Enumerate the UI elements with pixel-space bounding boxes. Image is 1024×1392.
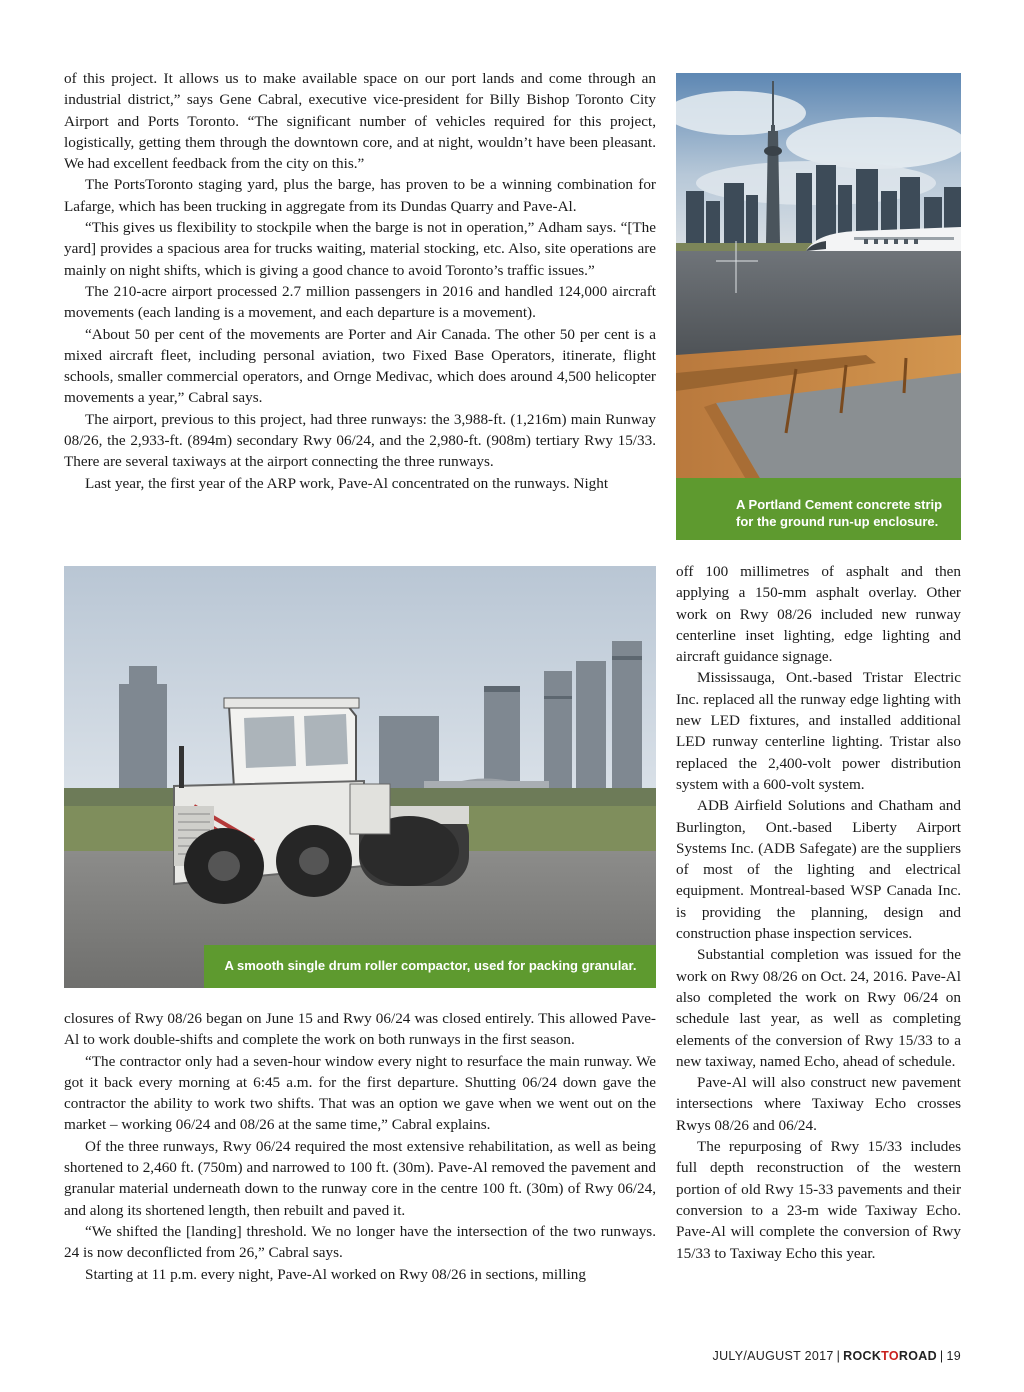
- photo-roller-compactor: [64, 566, 656, 988]
- photo-roller-compactor-art: [64, 566, 656, 988]
- logo-road: ROAD: [898, 1349, 937, 1363]
- body-paragraph: of this project. It allows us to make available space on our port lands and come through an industrial district,” says Gene Cabral, executive vice-president for Billy Bishop Toronto City Airport and Ports Toronto. “The significant number of vehicles required for this project, logistically, getting them through the downtown core, and at night, wouldn’t have been pleasant. We had excellent feedback from the city on this.”: [64, 70, 656, 173]
- logo-to: TO: [881, 1349, 899, 1363]
- body-paragraph: Last year, the first year of the ARP work, Pave-Al concentrated on the runways. Night: [85, 474, 609, 492]
- body-paragraph: “We shifted the [landing] threshold. We no longer have the intersection of the two runways. 24 is now deconflicted from 26,” Cabral says.: [64, 1222, 656, 1262]
- body-paragraph: Of the three runways, Rwy 06/24 required the most extensive rehabilitation, as well as being shortened to 2,460 ft. (750m) and narrowed to 100 ft. (30m). Pave-Al removed the pavement and granular material underneath down to the runway core in the centre 100 ft. (30m) of Rwy 06/24, and along its shortened length, then rebuilt and paved it.: [64, 1137, 656, 1219]
- body-paragraph: Starting at 11 p.m. every night, Pave-Al worked on Rwy 08/26 in sections, milling: [85, 1265, 586, 1283]
- body-paragraph: Pave-Al will also construct new pavement intersections where Taxiway Echo crosses Rwys 08/26 and 06/24.: [676, 1074, 961, 1134]
- photo-caption-concrete-strip: A Portland Cement concrete strip for the ground run-up enclosure.: [676, 490, 961, 540]
- article-column-right: [676, 561, 961, 1264]
- body-paragraph: ADB Airfield Solutions and Chatham and Burlington, Ont.-based Liberty Airport Systems Inc. (ADB Safegate) are the suppliers of most of the lighting and electrical equipment. Montreal-based WSP Canada Inc. is providing the planning, design and construction phase inspection services.: [676, 797, 961, 943]
- magazine-logo: [843, 1349, 937, 1363]
- body-paragraph: The 210-acre airport processed 2.7 million passengers in 2016 and handled 124,000 aircraft movements (each landing is a movement, and each departure is a movement).: [64, 282, 656, 322]
- body-paragraph: closures of Rwy 08/26 began on June 15 and Rwy 06/24 was closed entirely. This allowed Pave-Al to work double-shifts and complete the work on both runways in the first season.: [64, 1010, 656, 1049]
- footer-divider: |: [939, 1349, 944, 1363]
- body-paragraph: The repurposing of Rwy 15/33 includes full depth reconstruction of the western portion of old Rwy 15-33 pavements and their conversion to a 23-m wide Taxiway Echo. Pave-Al will complete the conversion of Rwy 15/33 to Taxiway Echo this year.: [676, 1138, 961, 1262]
- logo-rock: ROCK: [843, 1349, 882, 1363]
- article-column-bottom: [64, 1008, 656, 1285]
- body-paragraph: Mississauga, Ont.-based Tristar Electric Inc. replaced all the runway edge lighting with new LED fixtures, and installed additional LED runway centerline lighting. Tristar also replaced the 2,400-volt power distribution system with a 600-volt system.: [676, 669, 961, 793]
- body-paragraph: The PortsToronto staging yard, plus the barge, has proven to be a winning combination for Lafarge, which has been trucking in aggregate from its Dundas Quarry and Pave-Al.: [64, 176, 656, 215]
- body-paragraph: off 100 millimetres of asphalt and then applying a 150-mm asphalt overlay. Other work on Rwy 08/26 included new runway centerline inset lighting, edge lighting and aircraft guidance signage.: [676, 563, 961, 666]
- body-paragraph: Substantial completion was issued for the work on Rwy 08/26 on Oct. 24, 2016. Pave-Al also completed the work on Rwy 06/24 on schedule last year, as well as completing elements of the conversion of Rwy 15/33 to a new taxiway, named Echo, ahead of schedule.: [676, 946, 961, 1070]
- page-footer: [713, 1349, 961, 1363]
- body-paragraph: “About 50 per cent of the movements are Porter and Air Canada. The other 50 per cent is a mixed aircraft fleet, including personal aviation, two Fixed Base Operators, itinerate, flight schools, smaller commercial operators, and Ornge Medivac, which does around 4,500 helicopter movements a year,” Cabral says.: [64, 325, 656, 407]
- photo-concrete-strip-art: [676, 73, 961, 540]
- body-paragraph: “The contractor only had a seven-hour window every night to resurface the main runway. We got it back every morning at 6:45 a.m. for the first departure. Shutting 06/24 down gave the contractor the ability to work two shifts. That was an option we gave when we went out on the market – working 06/24 and 08/26 at the same time,” Cabral explains.: [64, 1052, 656, 1134]
- photo-caption-roller: A smooth single drum roller compactor, used for packing granular.: [205, 945, 656, 988]
- body-paragraph: The airport, previous to this project, had three runways: the 3,988-ft. (1,216m) main Runway 08/26, the 2,933-ft. (894m) secondary Rwy 06/24, and the 2,980-ft. (908m) tertiary Rwy 15/33. There are several taxiways at the airport connecting the three runways.: [64, 410, 656, 471]
- issue-date: JULY/AUGUST 2017: [712, 1349, 834, 1363]
- article-column-top: [64, 68, 656, 494]
- page-number: 19: [946, 1349, 961, 1363]
- body-paragraph: “This gives us flexibility to stockpile when the barge is not in operation,” Adham says. “[The yard] provides a spacious area for trucks waiting, material stocking, etc. Also, site operations are mainly on night shifts, which is giving a good chance to avoid Toronto’s traffic issues.”: [64, 219, 656, 279]
- photo-concrete-strip: [676, 73, 961, 540]
- footer-divider: |: [836, 1349, 841, 1363]
